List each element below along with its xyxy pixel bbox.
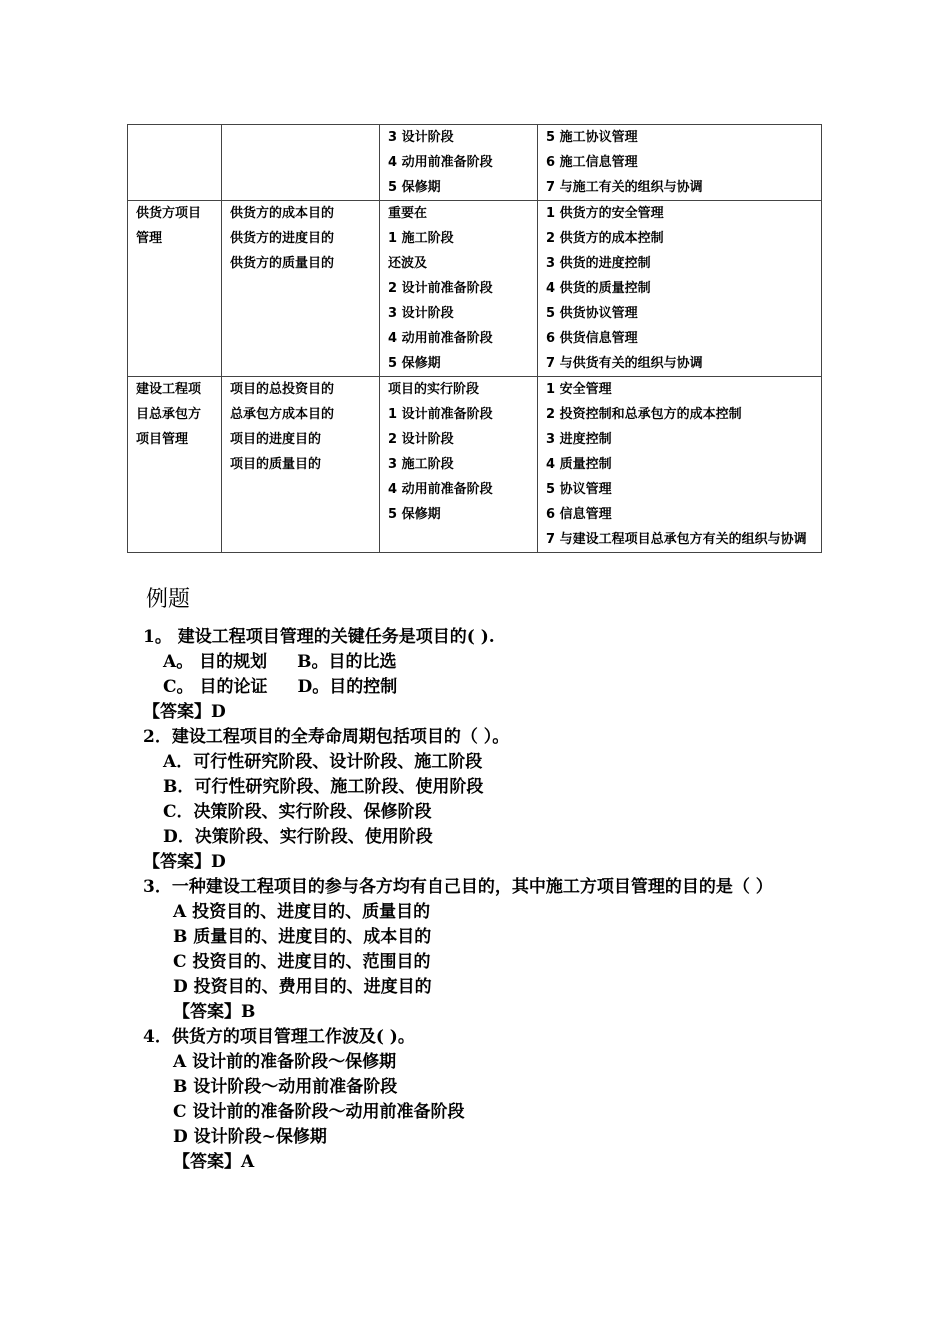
cell-line: 3 进度控制 [546,432,612,447]
cell-line: 1 安全管理 [546,382,612,397]
table-cell-party [128,125,222,201]
option-b: B。目的比选 [297,652,397,672]
table-cell-party [128,201,222,377]
question-1-options-cd [143,675,833,700]
answer: 【答案】B [173,1002,256,1022]
cell-line: 4 供货的质量控制 [546,281,651,296]
table-row [128,377,822,553]
table-cell-tasks [538,125,822,201]
cell-line: 2 供货方的成本控制 [546,231,664,246]
cell-line: 5 供货协议管理 [546,306,638,321]
cell-line: 7 与建设工程项目总承包方有关的组织与协调 [546,532,807,547]
cell-line: 供货方的质量目的 [230,256,335,271]
cell-line: 项目的总投资目的 [230,382,335,397]
question-4-stem: 4．供货方的项目管理工作波及( )。 [143,1027,415,1047]
option-d: D．决策阶段、实行阶段、使用阶段 [163,827,433,847]
option-a: A．可行性研究阶段、设计阶段、施工阶段 [163,752,483,772]
answer: 【答案】A [173,1152,255,1172]
cell-line: 3 设计阶段 [388,306,454,321]
question-2-stem: 2．建设工程项目的全寿命周期包括项目的（ ）。 [143,727,510,747]
cell-line: 4 质量控制 [546,457,612,472]
cell-line: 项目的进度目的 [230,432,322,447]
cell-line: 重要在 [388,206,428,221]
cell-line: 2 投资控制和总承包方的成本控制 [546,407,742,422]
cell-line: 4 动用前准备阶段 [388,482,493,497]
cell-line: 2 设计前准备阶段 [388,281,493,296]
option-a: A 投资目的、进度目的、质量目的 [173,902,431,922]
cell-line: 1 供货方的安全管理 [546,206,664,221]
cell-line: 5 保修期 [388,180,441,195]
table-cell-goals [222,201,380,377]
option-b: B．可行性研究阶段、施工阶段、使用阶段 [163,777,484,797]
cell-line: 5 协议管理 [546,482,612,497]
option-b: B 设计阶段～动用前准备阶段 [173,1077,398,1097]
table-cell-goals [222,377,380,553]
question-1-options-ab [143,650,833,675]
cell-line: 6 供货信息管理 [546,331,638,346]
table-cell-goals [222,125,380,201]
answer: 【答案】D [143,852,226,872]
cell-line: 5 保修期 [388,507,441,522]
cell-line: 5 保修期 [388,356,441,371]
table-cell-party [128,377,222,553]
option-d: D。目的控制 [297,677,398,697]
option-c: C 投资目的、进度目的、范围目的 [173,952,431,972]
example-questions [143,625,833,1175]
cell-line: 5 施工协议管理 [546,130,638,145]
table-row [128,201,822,377]
cell-line: 管理 [136,231,163,246]
table-row [128,125,822,201]
cell-line: 供货方的成本目的 [230,206,335,221]
cell-line: 目总承包方 [136,407,202,422]
option-d: D 设计阶段~保修期 [173,1127,327,1147]
option-b: B 质量目的、进度目的、成本目的 [173,927,432,947]
option-a: A。 目的规划 [163,652,268,672]
table-cell-phases [380,201,538,377]
cell-line: 3 设计阶段 [388,130,454,145]
option-c: C。 目的论证 [163,677,268,697]
cell-line: 供货方项目 [136,206,202,221]
cell-line: 6 信息管理 [546,507,612,522]
table-cell-phases [380,125,538,201]
cell-line: 4 动用前准备阶段 [388,331,493,346]
cell-line: 3 供货的进度控制 [546,256,651,271]
cell-line: 1 施工阶段 [388,231,454,246]
cell-line: 建设工程项 [136,382,202,397]
cell-line: 项目的质量目的 [230,457,322,472]
option-c: C 设计前的准备阶段～动用前准备阶段 [173,1102,465,1122]
cell-line: 4 动用前准备阶段 [388,155,493,170]
cell-line: 2 设计阶段 [388,432,454,447]
cell-line: 3 施工阶段 [388,457,454,472]
option-a: A 设计前的准备阶段～保修期 [173,1052,397,1072]
cell-line: 供货方的进度目的 [230,231,335,246]
question-1-stem: 1。 建设工程项目管理的关键任务是项目的( ). [143,627,495,647]
cell-line: 项目的实行阶段 [388,382,480,397]
cell-line: 还波及 [388,256,428,271]
cell-line: 7 与供货有关的组织与协调 [546,356,703,371]
table-cell-tasks [538,201,822,377]
cell-line: 1 设计前准备阶段 [388,407,493,422]
answer: 【答案】D [143,702,226,722]
cell-line: 项目管理 [136,432,189,447]
cell-line: 总承包方成本目的 [230,407,335,422]
table-cell-phases [380,377,538,553]
cell-line: 6 施工信息管理 [546,155,638,170]
table-cell-tasks [538,377,822,553]
cell-line: 7 与施工有关的组织与协调 [546,180,703,195]
question-3-stem: 3．一种建设工程项目的参与各方均有自己目的，其中施工方项目管理的目的是（ ） [143,877,773,897]
option-c: C．决策阶段、实行阶段、保修阶段 [163,802,432,822]
section-heading: 例题 [146,587,191,612]
option-d: D 投资目的、费用目的、进度目的 [173,977,432,997]
project-management-table [127,124,822,553]
